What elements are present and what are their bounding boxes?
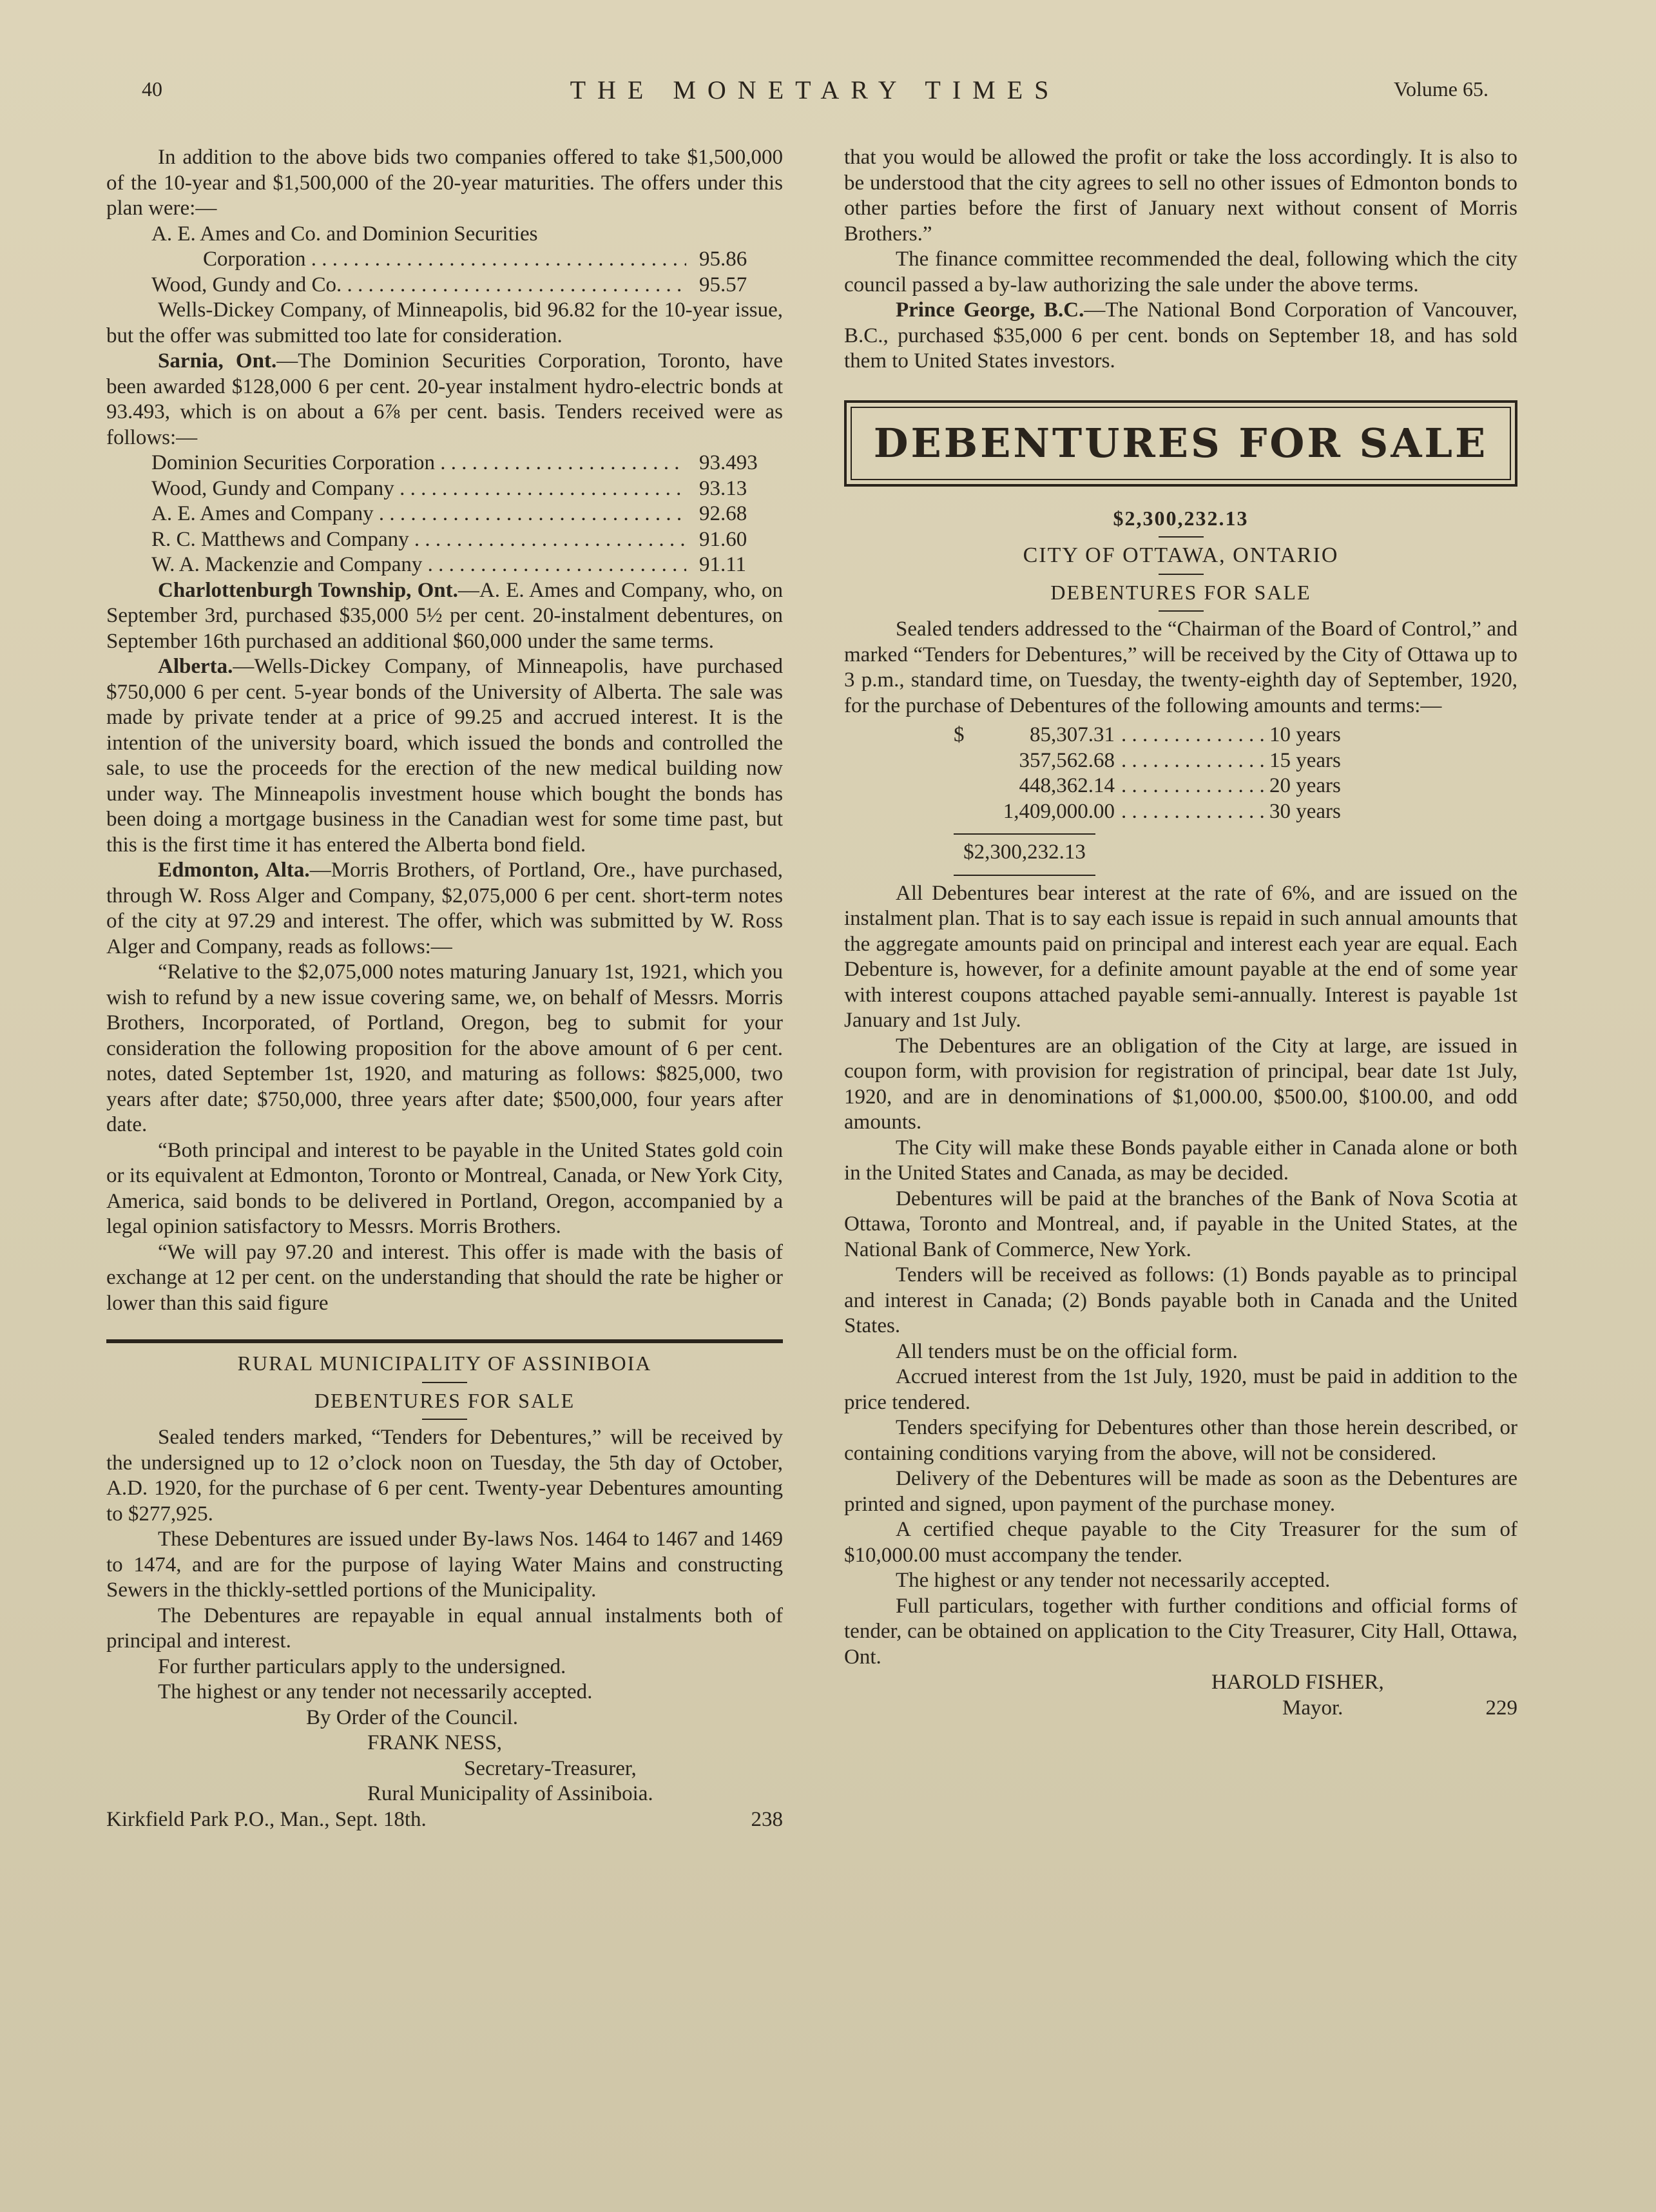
quote-paragraph: “Both principal and interest to be payable in the United States gold coin or its equivalent at Edmonton, Toronto or Montreal, Canada, or New York City, America, said bonds to be delivered in Portland, Oregon, accompanied by a legal opinion satisfactory to Messrs. Morris Brothers. [106,1138,783,1238]
ad-paragraph: The highest or any tender not necessarily accepted. [158,1680,593,1703]
bid-value: 91.60 [699,527,747,551]
bid-row [151,451,783,476]
paragraph-alberta [106,654,783,858]
bid-list-1 [151,222,783,298]
leader-dots [1115,799,1269,825]
ad-paragraph: The highest or any tender not necessarily accepted. [896,1569,1331,1592]
leader-dots [1115,773,1269,799]
ad-subtitle: DEBENTURES FOR SALE [1050,580,1311,604]
bid-name: W. A. Mackenzie and Company . . . [151,552,686,578]
ad-paragraph: These Debentures are issued under By-laws Nos. 1464 to 1467 and 1469 to 1474, and are for the purpose of laying Water Mains and constructing Sewers in the thickly-settled portions of the Municipality. [106,1528,783,1602]
bid-row [151,476,783,502]
ad-footer [106,1807,783,1833]
bid-row [151,501,783,527]
ad-amount: $2,300,232.13 [1113,506,1249,530]
right-column [844,145,1517,1721]
ad-paragraph: The Debentures are repayable in equal annual instalments both of principal and interest. [106,1604,783,1653]
short-rule [1159,536,1204,538]
bid-row [151,222,783,247]
paragraph-charlottenburgh [106,578,783,655]
term: 20 years [1269,774,1341,797]
ad-title: RURAL MUNICIPALITY OF ASSINIBOIA [237,1352,652,1375]
ad-paragraph: Sealed tenders marked, “Tenders for Debentures,” will be received by the undersigned up to 12 o’clock noon on Tuesday, the 5th day of October, A.D. 1920, for the purchase of 6 per cent. Twenty-year Debentures amounting to $277,925. [106,1426,783,1526]
currency [954,799,979,825]
paragraph: The finance committee recommended the deal, following which the city council passed a by-law authorizing the sale under the above terms. [844,247,1517,296]
bid-name: A. E. Ames and Company . . . [151,501,686,527]
short-rule [1159,610,1204,612]
bid-row [151,247,783,273]
paragraph-prince-george [844,298,1517,374]
currency [954,748,979,774]
page-header [142,72,1488,111]
leader-dots [1115,723,1269,748]
ad-signatory: FRANK NESS, [367,1731,503,1754]
amount: 357,562.68 [1019,748,1115,772]
ottawa-advertisement [844,506,1517,1722]
amount: 85,307.31 [1030,723,1115,746]
paragraph-continued: that you would be allowed the profit or take the loss accordingly. It is also to be understood that the city agrees to sell no other issues of Edmonton bonds to other parties before the first of January next without consent of Morris Brothers.” [844,146,1517,246]
ad-number: 229 [1485,1696,1517,1720]
paragraph: Wells-Dickey Company, of Minneapolis, bid 96.82 for the 10-year issue, but the offer was submitted too late for consideration. [106,298,783,347]
ad-paragraph: All Debentures bear interest at the rate of 6%, and are issued on the instalment plan. That is to say each issue is repaid in such annual amounts that the aggregate amounts paid on principal and interest each year are equal. Each Debenture is, however, for a definite amount payable at the end of some year with interest coupons attached payable semi-annually. Interest is payable 1st January and 1st July. [844,881,1517,1032]
bid-name: A. E. Ames and Co. and Dominion Securities [151,222,538,246]
debenture-row [954,799,1366,825]
term: 30 years [1269,799,1341,823]
ad-paragraph: All tenders must be on the official form. [896,1339,1238,1363]
short-rule [422,1419,467,1420]
bid-name: Corporation . . . [151,247,686,273]
ad-place: Kirkfield Park P.O., Man., Sept. 18th. [106,1807,427,1831]
ad-signatory-role: Secretary-Treasurer, [464,1756,637,1780]
bid-list-2 [151,451,783,578]
ad-number: 238 [751,1807,783,1831]
ad-paragraph: Accrued interest from the 1st July, 1920, must be paid in addition to the price tendered. [844,1365,1517,1414]
debenture-total: $2,300,232.13 [963,840,1086,864]
lead-in: Sarnia, Ont. [158,349,277,373]
debenture-row [954,773,1366,799]
bid-value: 95.86 [699,247,747,271]
total-rule [954,833,1095,835]
bid-name: Wood, Gundy and Co. . . . [151,273,686,298]
quote-paragraph: “We will pay 97.20 and interest. This offer is made with the basis of exchange at 12 per cent. on the understanding that should the rate be higher or lower than this said figure [106,1240,783,1315]
currency [954,773,979,799]
bid-name: Dominion Securities Corporation . . . [151,451,686,476]
debenture-table [954,723,1366,824]
page-number: 40 [142,77,162,101]
paragraph: In addition to the above bids two companies offered to take $1,500,000 of the 10-year and $1,500,000 of the 20-year maturities. The offers under this plan were:— [106,146,783,220]
paragraph-text: —The Dominion Securities Corporation, Toronto, have been awarded $128,000 6 per cent. 20-year instalment hydro-electric bonds at 93.493, which is on about a 6⅞ per cent. basis. Tenders received were as follows:— [106,349,783,449]
amount: 448,362.14 [1019,774,1115,797]
bid-row [151,527,783,553]
assiniboia-advertisement [106,1351,783,1832]
ad-order: By Order of the Council. [306,1705,519,1729]
ad-paragraph: A certified cheque payable to the City Treasurer for the sum of $10,000.00 must accompany the tender. [844,1518,1517,1567]
paragraph-text: —A. E. Ames and Company, who, on September 3rd, purchased $35,000 5½ per cent. 20-instalment debentures, on September 16th purchased an additional $60,000 under the same terms. [106,578,783,653]
debentures-for-sale-box [844,400,1517,487]
section-divider [106,1339,783,1343]
ad-signatory-org: Rural Municipality of Assiniboia. [367,1782,653,1805]
short-rule [1159,574,1204,575]
bid-name: R. C. Matthews and Company . . . [151,527,686,553]
lead-in: Edmonton, Alta. [158,859,310,882]
ad-subtitle: DEBENTURES FOR SALE [314,1388,575,1412]
currency: $ [954,723,965,746]
bid-value: 91.11 [699,553,747,576]
ad-city: CITY OF OTTAWA, ONTARIO [1023,543,1339,567]
leader-dots [1115,748,1269,774]
quote-paragraph: “Relative to the $2,075,000 notes maturing January 1st, 1921, which you wish to refund by a new issue covering same, we, on behalf of Messrs. Morris Brothers, Incorporated, of Portland, Oregon, beg to submit for your consideration the following proposition for the above amount of 6 per cent. notes, dated September 1st, 1920, and maturing as follows: $825,000, two years after date; $750,000, three years after date; $500,000, four years after date. [106,960,783,1136]
debenture-row [954,723,1366,748]
ad-footer [844,1696,1517,1722]
term: 15 years [1269,748,1341,772]
ad-paragraph: Full particulars, together with further conditions and official forms of tender, can be obtained on application to the City Treasurer, City Hall, Ottawa, Ont. [844,1594,1517,1669]
paragraph-sarnia [106,349,783,451]
lead-in: Alberta. [158,655,233,678]
bid-value: 93.493 [699,451,758,474]
ad-paragraph: The City will make these Bonds payable either in Canada alone or both in the United States and Canada, as may be decided. [844,1136,1517,1185]
lead-in: Charlottenburgh Township, Ont. [158,578,458,602]
magazine-title: THE MONETARY TIMES [570,75,1061,104]
paragraph-text: —Wells-Dickey Company, of Minneapolis, have purchased $750,000 6 per cent. 5-year bonds of the University of Alberta. The sale was made by private tender at a price of 99.25 and accrued interest. It is the intention of the university board, which issued the bonds and controlled the sale, to use the proceeds for the erection of the new medical building now under way. The Minneapolis investment house which bought the bonds has been doing a mortgage business in the Canadian west for some time past, but this is the first time it has entered the Alberta bond field. [106,655,783,857]
paragraph-text: —Morris Brothers, of Portland, Ore., have purchased, through W. Ross Alger and Company, $2,075,000 6 per cent. short-term notes of the city at 97.29 and interest. The offer, which was submitted by W. Ross Alger and Company, reads as follows:— [106,859,784,958]
term: 10 years [1269,723,1341,746]
total-rule [954,875,1095,876]
box-title: DEBENTURES FOR SALE [851,407,1511,480]
ad-signatory-role: Mayor. [1282,1696,1343,1720]
volume-label: Volume 65. [1394,77,1488,101]
paragraph-text: —The National Bond Corporation of Vancouver, B.C., purchased $35,000 6 per cent. bonds on September 18, and has sold them to United States investors. [844,298,1517,373]
bid-value: 95.57 [699,273,747,296]
amount: 1,409,000.00 [1003,799,1115,823]
ad-paragraph: Debentures will be paid at the branches of the Bank of Nova Scotia at Ottawa, Toronto and Montreal, and, if payable in the United States, at the National Bank of Commerce, New York. [844,1187,1517,1261]
ad-paragraph: Tenders specifying for Debentures other than those herein described, or containing conditions varying from the above, will not be considered. [844,1416,1517,1465]
ad-signatory: HAROLD FISHER, [1211,1671,1384,1694]
bid-name: Wood, Gundy and Company . . . [151,476,686,502]
ad-paragraph: Tenders will be received as follows: (1) Bonds payable as to principal and interest in Canada; (2) Bonds payable both in Canada and the United States. [844,1263,1517,1337]
debenture-row [954,748,1366,774]
lead-in: Prince George, B.C. [896,298,1084,322]
ad-paragraph: Delivery of the Debentures will be made as soon as the Debentures are printed and signed, upon payment of the purchase money. [844,1467,1517,1516]
ad-paragraph: For further particulars apply to the undersigned. [158,1654,566,1678]
bid-row [151,273,783,298]
ad-paragraph: The Debentures are an obligation of the City at large, are issued in coupon form, with provision for registration of principal, bear date 1st July, 1920, and are in denominations of $1,000.00, $500.00, $100.00, and odd amounts. [844,1034,1517,1134]
left-column [106,145,783,1832]
short-rule [422,1382,467,1383]
bid-value: 93.13 [699,476,747,500]
ad-paragraph: Sealed tenders addressed to the “Chairman of the Board of Control,” and marked “Tenders for Debentures,” will be received by the City of Ottawa up to 3 p.m., standard time, on Tuesday, the twenty-eighth day of September, 1920, for the purchase of Debentures of the following amounts and terms:— [844,617,1517,717]
bid-value: 92.68 [699,502,747,525]
bid-row [151,552,783,578]
paragraph-edmonton [106,858,783,960]
